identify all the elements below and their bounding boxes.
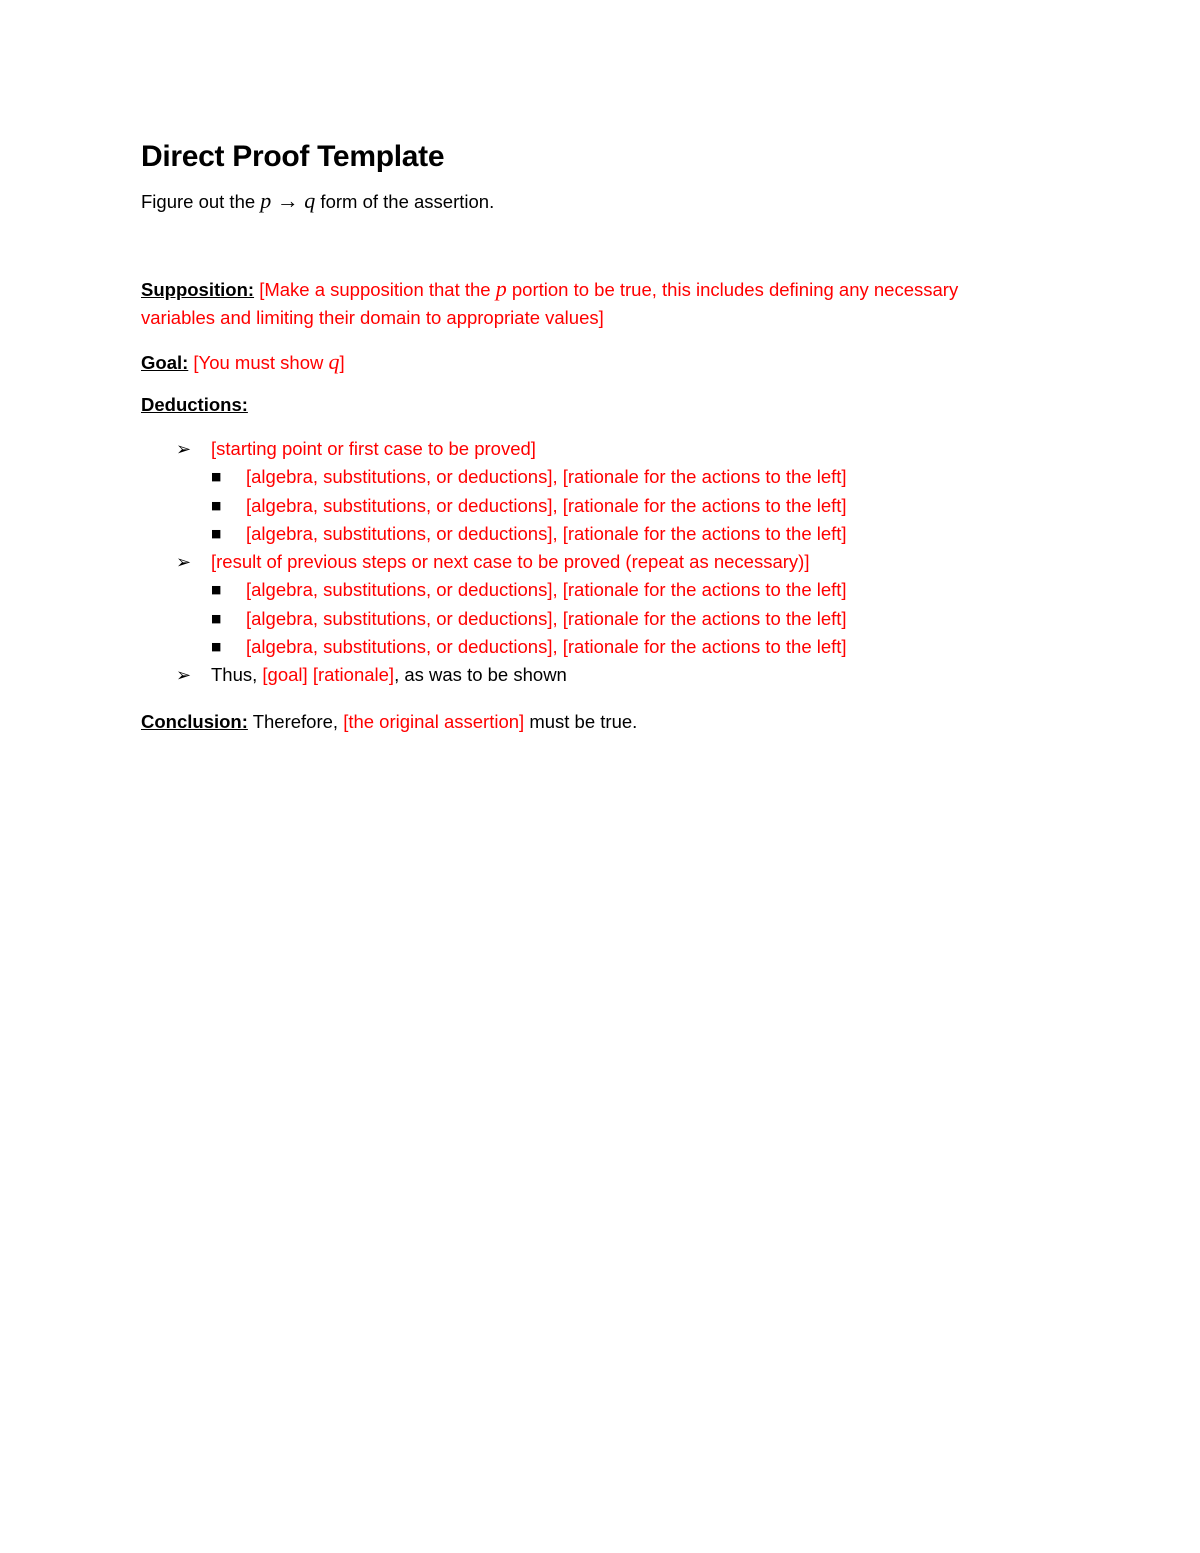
square-bullet-icon: ■ xyxy=(211,470,222,483)
supposition-text-before: [Make a supposition that the xyxy=(259,279,496,300)
square-bullet-icon: ■ xyxy=(211,612,222,625)
deduction-step-text: [starting point or first case to be proved] xyxy=(211,438,536,459)
final-step-goal: [goal] xyxy=(262,664,308,685)
supposition-label: Supposition: xyxy=(141,279,255,300)
deduction-substep xyxy=(211,463,847,491)
deduction-step xyxy=(176,435,536,464)
final-step-suffix: , as was to be shown xyxy=(394,664,567,685)
goal-variable: q xyxy=(328,349,340,374)
document-title: Direct Proof Template xyxy=(141,140,445,173)
deduction-substep xyxy=(211,520,847,548)
deduction-substep-text: [algebra, substitutions, or deductions], [rationale for the actions to the left] xyxy=(246,523,847,544)
supposition-variable: p xyxy=(495,276,507,301)
goal-text-after: ] xyxy=(339,352,345,373)
arrowhead-bullet-icon: ➢ xyxy=(176,665,192,686)
goal-line xyxy=(141,347,345,377)
goal-label: Goal: xyxy=(141,352,189,373)
square-bullet-icon: ■ xyxy=(211,499,222,512)
square-bullet-icon: ■ xyxy=(211,527,222,540)
final-step-prefix: Thus, xyxy=(211,664,263,685)
supposition-continuation: variables and limiting their domain to appropriate values] xyxy=(141,307,604,328)
deduction-substep-text: [algebra, substitutions, or deductions], [rationale for the actions to the left] xyxy=(246,636,847,657)
instruction-line xyxy=(141,186,494,216)
square-bullet-icon: ■ xyxy=(211,583,222,596)
conclusion-suffix: must be true. xyxy=(524,711,638,732)
deduction-substep xyxy=(211,492,847,520)
final-step-rationale: [rationale] xyxy=(312,664,395,685)
deduction-substep-text: [algebra, substitutions, or deductions], [rationale for the actions to the left] xyxy=(246,466,847,487)
deduction-substep-text: [algebra, substitutions, or deductions], [rationale for the actions to the left] xyxy=(246,495,847,516)
conclusion-assertion: [the original assertion] xyxy=(343,711,525,732)
instruction-text-before: Figure out the xyxy=(141,191,261,212)
conclusion-label: Conclusion: xyxy=(141,711,248,732)
deduction-step xyxy=(176,548,809,577)
deduction-substep xyxy=(211,633,847,661)
conclusion-line xyxy=(141,707,637,736)
deductions-heading xyxy=(141,390,248,419)
supposition-text-after: portion to be true, this includes defining any necessary xyxy=(506,279,959,300)
deduction-substep xyxy=(211,576,847,604)
deduction-step-text: [result of previous steps or next case to be proved (repeat as necessary)] xyxy=(211,551,810,572)
deductions-label: Deductions: xyxy=(141,394,248,415)
arrowhead-bullet-icon: ➢ xyxy=(176,439,192,460)
deduction-substep-text: [algebra, substitutions, or deductions], [rationale for the actions to the left] xyxy=(246,608,847,629)
arrowhead-bullet-icon: ➢ xyxy=(176,552,192,573)
instruction-text-after: form of the assertion. xyxy=(315,191,495,212)
implication-formula: p → q xyxy=(260,188,316,213)
square-bullet-icon: ■ xyxy=(211,640,222,653)
conclusion-prefix: Therefore, xyxy=(247,711,344,732)
deduction-final-step xyxy=(176,661,567,690)
supposition-line xyxy=(141,274,958,304)
deduction-substep xyxy=(211,605,847,633)
goal-text-before: [You must show xyxy=(193,352,329,373)
deduction-substep-text: [algebra, substitutions, or deductions], [rationale for the actions to the left] xyxy=(246,579,847,600)
